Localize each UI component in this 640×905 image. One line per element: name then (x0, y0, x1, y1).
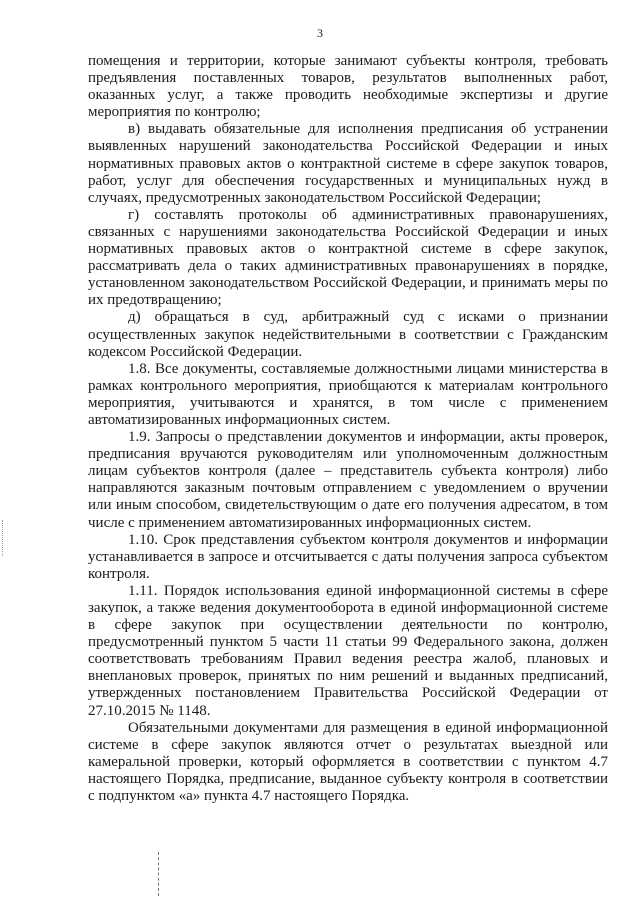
paragraph-item-g: г) составлять протоколы об административных правонарушениях, связанных с нарушениями законодательства Российской Федерации и иных нормативных правовых актов о контрактной системе в сфере закупок, рассматривать дела о таких административных правонарушениях в порядке, установленном законодательством Российской Федерации, и принимать меры по их предотвращению; (88, 206, 608, 309)
paragraph-mandatory-documents: Обязательными документами для размещения в единой информационной системе в сфере закупок являются отчет о результатах выездной или камеральной проверки, который оформляется в соответствии с пунктом 4.7 настоящего Порядка, предписание, выданное субъекту контроля в соответствии с подпунктом «а» пункта 4.7 настоящего Порядка. (88, 719, 608, 805)
paragraph-item-d: д) обращаться в суд, арбитражный суд с исками о признании осуществленных закупок недействительными в соответствии с Гражданским кодексом Российской Федерации. (88, 309, 608, 360)
paragraph-1-11: 1.11. Порядок использования единой информационной системы в сфере закупок, а также ведения документооборота в единой информационной системе в сфере закупок при осуществлении деятельности по контролю, предусмотренный пунктом 5 части 11 статьи 99 Федерального закона, должен соответствовать требованиям Правил ведения реестра жалоб, плановых и внеплановых проверок, принятых по ним решений и выданных предписаний, утвержденных постановлением Правительства Российской Федерации от 27.10.2015 № 1148. (88, 582, 608, 719)
paragraph-1-10: 1.10. Срок представления субъектом контроля документов и информации устанавливается в запросе и отсчитывается с даты получения запроса субъектом контроля. (88, 531, 608, 582)
paragraph-1-8: 1.8. Все документы, составляемые должностными лицами министерства в рамках контрольного мероприятия, приобщаются к материалам контрольного мероприятия, учитываются и хранятся, в том числе с применением автоматизированных информационных систем. (88, 360, 608, 428)
paragraph-1-9: 1.9. Запросы о представлении документов и информации, акты проверок, предписания вручаются руководителям или уполномоченным должностным лицам субъектов контроля (далее – представитель субъекта контроля) либо направляются заказным почтовым отправлением с уведомлением о вручении или иным способом, свидетельствующим о дате его получения адресатом, в том числе с применением автоматизированных информационных систем. (88, 429, 608, 531)
scan-artifact-edge (2, 520, 4, 556)
paragraph-continuation: помещения и территории, которые занимают субъекты контроля, требовать предъявления поставленных товаров, результатов выполненных работ, оказанных услуг, а также проводить необходимые экспертизы и другие мероприятия по контролю; (88, 53, 608, 121)
scan-artifact-line (158, 852, 160, 896)
paragraph-item-v: в) выдавать обязательные для исполнения предписания об устранении выявленных нарушений законодательства Российской Федерации и иных нормативных правовых актов о контрактной системе в сфере закупок товаров, работ, услуг для обеспечения государственных и муниципальных нужд в случаях, предусмотренных законодательством Российской Федерации; (88, 121, 608, 206)
page-number: 3 (317, 26, 323, 40)
document-body (88, 53, 608, 805)
